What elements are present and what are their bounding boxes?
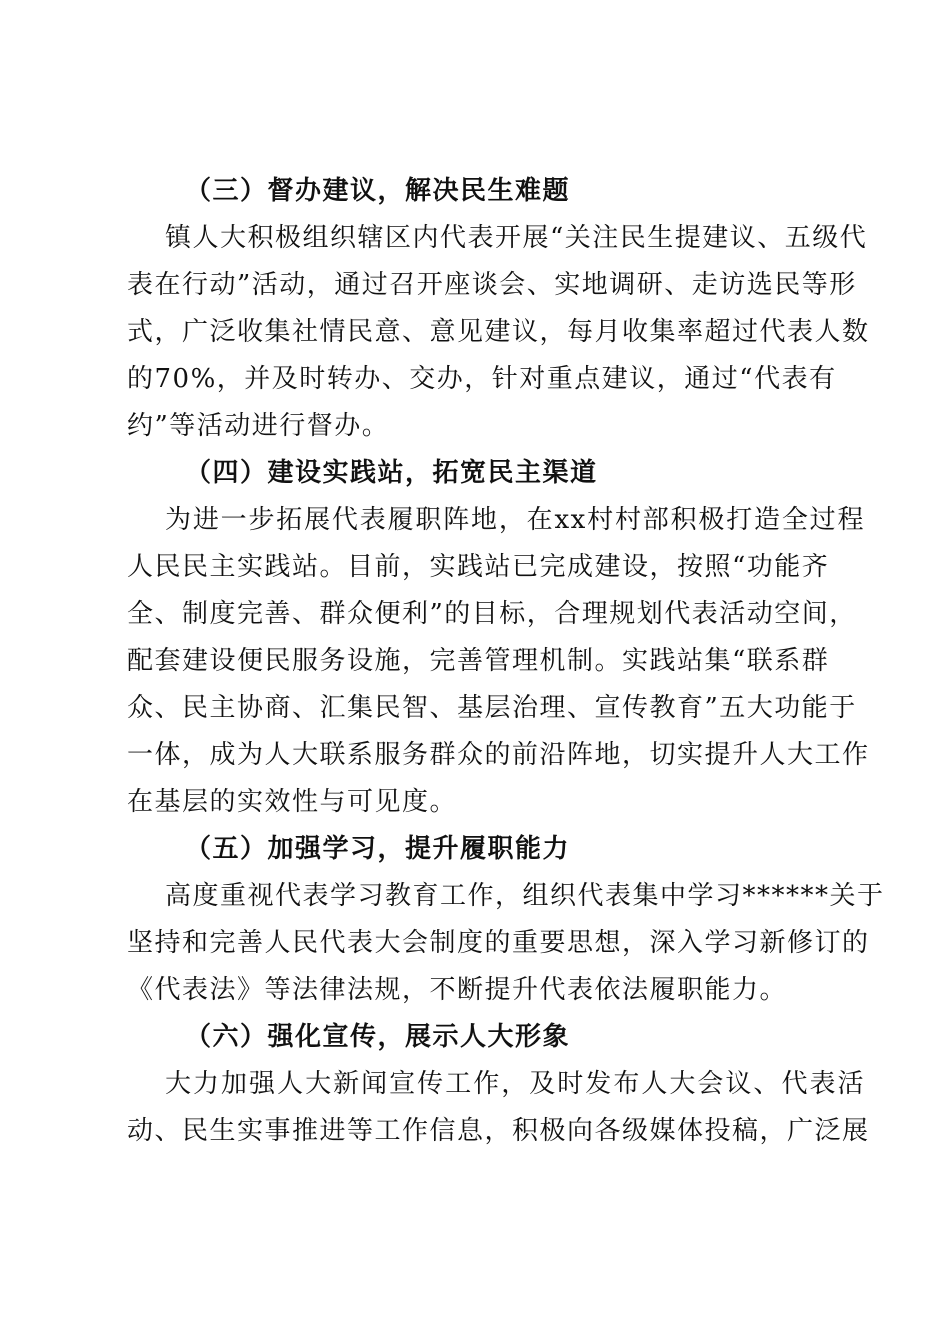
paragraph-line: 众、民主协商、汇集民智、基层治理、宣传教育”五大功能于: [127, 693, 857, 723]
paragraph-line: 高度重视代表学习教育工作，组织代表集中学习******关于: [165, 881, 885, 911]
paragraph-line: 镇人大积极组织辖区内代表开展“关注民生提建议、五级代: [165, 223, 868, 253]
section-3: [127, 168, 870, 450]
paragraph-line: 《代表法》等法律法规，不断提升代表依法履职能力。: [127, 975, 788, 1005]
paragraph-line: 的70%，并及时转办、交办，针对重点建议，通过“代表有: [127, 364, 837, 394]
section-heading: （六）强化宣传，展示人大形象: [185, 1022, 571, 1052]
paragraph-line: 人民民主实践站。目前，实践站已完成建设，按照“功能齐: [127, 552, 830, 582]
paragraph-line: 全、制度完善、群众便利”的目标，合理规划代表活动空间，: [127, 599, 857, 629]
paragraph-line: 配套建设便民服务设施，完善管理机制。实践站集“联系群: [127, 646, 830, 676]
paragraph-line: 约”等活动进行督办。: [127, 411, 390, 441]
paragraph-line: 为进一步拓展代表履职阵地，在xx村村部积极打造全过程: [165, 505, 865, 535]
section-heading: （五）加强学习，提升履职能力: [185, 834, 571, 864]
paragraph-line: 大力加强人大新闻宣传工作，及时发布人大会议、代表活: [165, 1069, 865, 1099]
section-heading: （四）建设实践站，拓宽民主渠道: [185, 458, 598, 488]
section-heading: （三）督办建议，解决民生难题: [185, 176, 571, 206]
section-5: [127, 826, 885, 1014]
paragraph-line: 坚持和完善人民代表大会制度的重要思想，深入学习新修订的: [127, 928, 870, 958]
paragraph-line: 动、民生实事推进等工作信息，积极向各级媒体投稿，广泛展: [127, 1116, 870, 1146]
paragraph-line: 表在行动”活动，通过召开座谈会、实地调研、走访选民等形: [127, 270, 857, 300]
paragraph-line: 在基层的实效性与可见度。: [127, 787, 458, 817]
paragraph-line: 一体，成为人大联系服务群众的前沿阵地，切实提升人大工作: [127, 740, 870, 770]
document-body: [127, 168, 885, 1155]
paragraph-line: 式，广泛收集社情民意、意见建议，每月收集率超过代表人数: [127, 317, 870, 347]
section-6: [127, 1014, 870, 1155]
section-4: [127, 450, 870, 826]
